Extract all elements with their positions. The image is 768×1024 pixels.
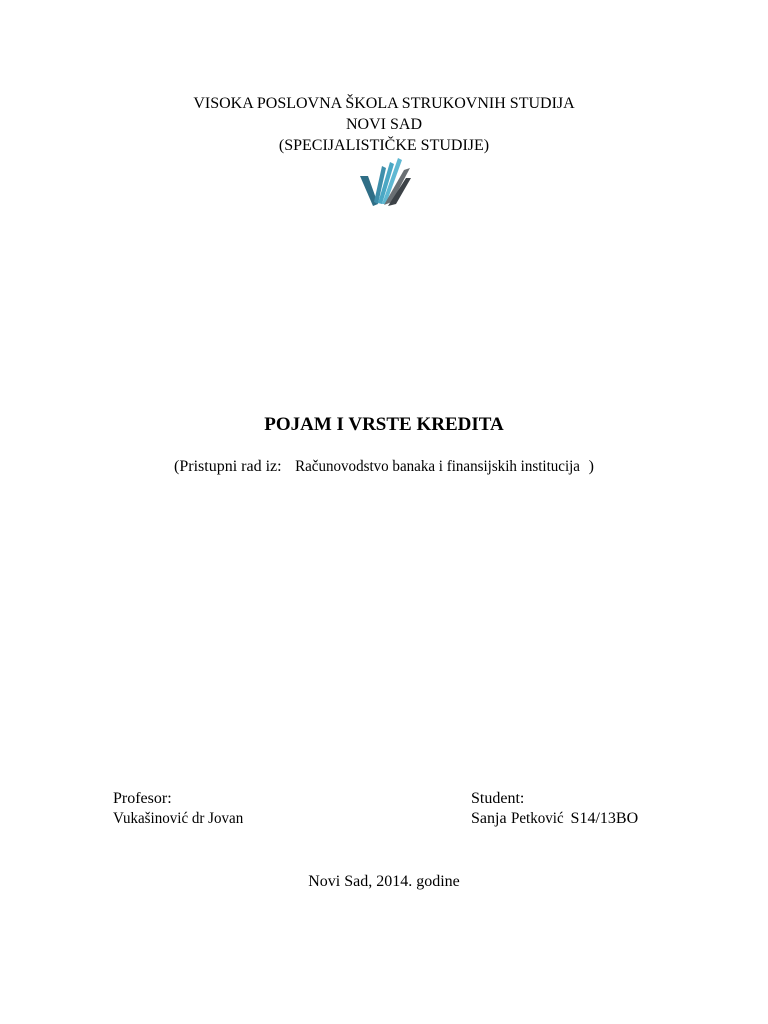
program-name: (SPECIJALISTIČKE STUDIJE) xyxy=(278,137,490,154)
student-last-name: Petković xyxy=(510,810,564,827)
student-first-name: Sanja xyxy=(471,810,511,827)
course-name: Računovodstvo banaka i finansijskih institucija xyxy=(294,458,580,475)
professor-block xyxy=(113,789,252,829)
student-label: Student: xyxy=(471,790,525,807)
city-name: NOVI SAD xyxy=(346,116,422,133)
school-name: VISOKA POSLOVNA ŠKOLA STRUKOVNIH STUDIJA xyxy=(193,95,575,112)
professor-name-text: Vukašinović dr Jovan xyxy=(113,810,244,827)
document-subtitle xyxy=(0,458,768,476)
document-title: POJAM I VRSTE KREDITA xyxy=(264,414,504,435)
school-logo-icon xyxy=(358,156,412,208)
subtitle-suffix: ) xyxy=(588,458,594,475)
place-and-date: Novi Sad, 2014. godine xyxy=(308,873,460,890)
student-id: S14/13BO xyxy=(566,810,639,827)
institution-header xyxy=(0,93,768,156)
subtitle-prefix: (Pristupni rad iz: xyxy=(174,458,286,475)
student-name xyxy=(471,809,638,829)
professor-label: Profesor: xyxy=(113,790,172,807)
professor-name xyxy=(113,809,252,829)
student-block xyxy=(471,789,638,829)
